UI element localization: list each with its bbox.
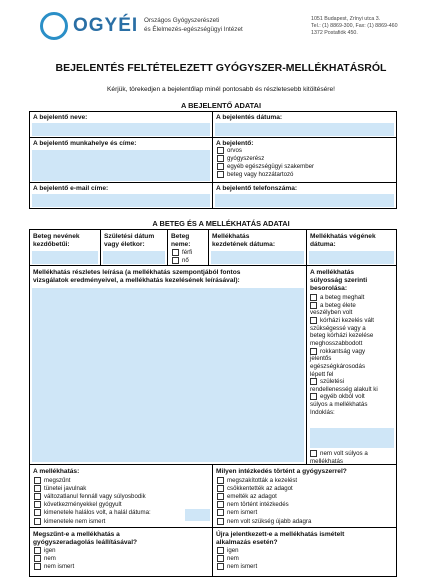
option-label: nem volt szükség újabb adagra [227,518,312,526]
workplace-box [29,137,213,183]
option-label: változatlanul fennáll vagy súlyosbodik [44,493,146,501]
option-label: egyéb egészségügyi szakember [227,163,315,171]
reporter-email-field[interactable] [32,194,210,207]
option-label: veszélyben volt [310,309,353,317]
option-label: rendellenesség alakult ki [310,385,378,393]
severity-hospital[interactable] [310,317,398,348]
sex-box [167,229,209,266]
checkbox[interactable] [34,563,41,570]
checkbox[interactable] [310,317,317,324]
option-label: egyéb okból volt [320,393,365,401]
severity-label [310,269,367,293]
checkbox[interactable] [310,302,317,309]
checkbox[interactable] [217,493,224,500]
option-label: lépett fel [310,370,334,378]
checkbox[interactable] [34,555,41,562]
reporter-role-label: A bejelentő: [216,140,254,147]
checkbox[interactable] [172,249,179,256]
checkbox[interactable] [217,163,224,170]
checkbox[interactable] [34,518,41,525]
initials-label-2: kezdőbetűi: [33,241,70,248]
option-label: orvos [227,147,242,155]
checkbox[interactable] [310,378,317,385]
option-label: születési [320,378,345,386]
severity-box [306,265,397,465]
role-option-patient[interactable] [217,171,293,180]
initials-label-1: Beteg nevének [33,233,80,240]
reporter-name-box [29,111,213,138]
option-label: súlyos a mellékhatás [310,401,368,409]
reporter-email-label: A bejelentő e-mail címe: [33,185,109,192]
checkbox[interactable] [217,155,224,162]
option-label: megszűnt [44,477,71,485]
report-date-label: A bejelentés dátuma: [216,114,283,121]
option-label: tünetei javulnak [44,485,87,493]
address-line-1: 1051 Budapest, Zrínyi utca 3. [311,16,381,22]
birth-field[interactable] [103,251,165,264]
initials-field[interactable] [32,251,98,264]
patient-heading: A BETEG ÉS A MELLÉKHATÁS ADATAI [152,219,290,228]
checkbox[interactable] [34,477,41,484]
description-label [33,269,240,285]
rechallenge-label-2: alkalmazás esetén? [216,539,278,546]
option-label: nem ismert [227,563,258,571]
option-label: jelentős [310,355,332,363]
checkbox[interactable] [217,509,224,516]
sex-label [171,233,190,249]
dechallenge-option-unknown[interactable] [34,563,74,572]
option-label: emelték az adagot [227,493,277,501]
option-label: a beteg meghalt [320,294,365,302]
birth-label-2: vagy életkor: [104,241,145,248]
org-line-2: és Élelmezés-egészségügyi Intézet [144,25,243,33]
checkbox[interactable] [217,563,224,570]
start-date-label-1: Mellékhatás [212,233,250,240]
checkbox[interactable] [310,393,317,400]
option-label: gyógyszerész [227,155,265,163]
outcome-box [29,464,213,528]
option-label: nem ismert [44,563,75,571]
reporter-name-field[interactable] [32,123,210,136]
reporter-heading: A BEJELENTŐ ADATAI [180,101,262,110]
report-date-box [212,111,397,138]
end-date-label-2: dátuma: [310,241,336,248]
logo-text: OGYÉI [73,15,139,36]
measure-option-not-needed[interactable] [217,518,311,527]
severity-birth-defect[interactable] [310,378,398,393]
option-label: nem [44,555,56,563]
org-name [144,17,243,34]
severity-options [310,294,398,416]
sex-label-1: Beteg [171,233,190,240]
rechallenge-box [212,527,397,577]
birth-box [100,229,168,266]
severity-reason-field[interactable] [310,428,394,448]
reporter-email-box [29,182,213,209]
checkbox[interactable] [217,147,224,154]
birth-label [104,233,154,249]
checkbox[interactable] [217,501,224,508]
severity-life-threat[interactable] [310,302,398,317]
option-label: szükségessé vagy a [310,324,366,332]
birth-label-1: Születési dátum [104,233,155,240]
description-label-2: vizsgálatok eredményeivel, a mellékhatás kezelésének leírásával): [33,277,240,284]
option-label: igen [44,547,56,555]
checkbox[interactable] [34,509,41,516]
checkbox[interactable] [34,501,41,508]
measures-label: Milyen intézkedés történt a gyógyszerrel? [216,468,347,475]
logo-circle-icon [40,12,68,40]
option-label: nem [227,555,239,563]
checkbox[interactable] [217,171,224,178]
option-label: nem ismert [227,509,258,517]
checkbox[interactable] [217,547,224,554]
workplace-field[interactable] [32,150,210,181]
description-field[interactable] [32,288,304,462]
end-date-field[interactable] [309,251,394,264]
outcome-label: A mellékhatás: [33,468,80,475]
checkbox[interactable] [172,257,179,264]
checkbox[interactable] [217,477,224,484]
checkbox[interactable] [217,485,224,492]
severity-label-3: besorolása: [310,285,348,292]
start-date-label-2: kezdetének dátuma: [212,241,276,248]
checkbox[interactable] [34,485,41,492]
option-label: Indoklás: [310,408,335,416]
address-line-3: 1372 Postafiók 450. [311,30,358,36]
reporter-name-label: A bejelentő neve: [33,114,88,121]
option-label: egészségkárosodás [310,362,366,370]
page-title: BEJELENTÉS FELTÉTELEZETT GYÓGYSZER-MELLÉKHATÁSRÓL [55,62,387,74]
end-date-label-1: Mellékhatás végének [310,233,376,240]
option-label: nő [182,257,189,265]
severity-disability[interactable] [310,348,398,379]
start-date-label [212,233,275,249]
option-label: férfi [182,249,193,257]
end-date-label [310,233,376,249]
option-label: megszakították a kezelést [227,477,298,485]
end-date-box [306,229,397,266]
sex-label-2: neme: [171,241,191,248]
checkbox[interactable] [310,348,317,355]
org-line-1: Országos Gyógyszerészeti [144,17,220,24]
option-label: következményekkel gyógyult [44,501,122,509]
death-date-field[interactable] [185,509,210,521]
start-date-box [208,229,307,266]
dechallenge-box [29,527,213,577]
start-date-field[interactable] [211,251,304,264]
page-subtitle: Kérjük, törekedjen a bejelentőlap minél pontosabb és részletesebb kitöltésére! [107,86,335,93]
severity-label-2: súlyosság szerinti [310,277,368,284]
option-label: kimenetele nem ismert [44,518,106,526]
checkbox[interactable] [34,547,41,554]
option-label: kórházi kezelés vált [320,317,374,325]
address-line-2: Tel.: (1) 8869-300, Fax: (1) 8869-460 [311,23,398,29]
reporter-role-box [212,137,397,183]
checkbox[interactable] [310,294,317,301]
checkbox[interactable] [217,555,224,562]
option-label: beteg vagy hozzátartozó [227,171,294,179]
option-label: beteg kórházi kezelése [310,332,374,340]
reporter-phone-label: A bejelentő telefonszáma: [216,185,298,192]
outcome-option-fatal[interactable] [34,509,151,518]
dechallenge-label-2: gyógyszeradagolás leállításával? [33,539,138,546]
initials-label [33,233,80,249]
measures-box [212,464,397,528]
dechallenge-label-1: Megszűnt-e a mellékhatás a [33,531,120,538]
checkbox[interactable] [217,518,224,525]
option-label: rokkantság vagy [320,347,366,355]
option-label: nem történt intézkedés [227,501,289,509]
option-label: nem volt súlyos a [320,450,368,458]
reporter-phone-field[interactable] [215,194,394,207]
severity-death[interactable] [310,294,398,302]
reporter-phone-box [212,182,397,209]
checkbox[interactable] [34,493,41,500]
description-label-1: Mellékhatás részletes leírása (a mellékhatás szempontjából fontos [33,269,241,276]
severity-other[interactable] [310,393,398,416]
option-label: csökkentették az adagot [227,485,293,493]
dechallenge-label [33,531,137,547]
outcome-option-unknown[interactable] [34,518,105,527]
option-label: mellékhatás [310,457,344,465]
workplace-label: A bejelentő munkahelye és címe: [33,140,137,147]
option-label: igen [227,547,239,555]
rechallenge-label-1: Újra jelentkezett-e a mellékhatás ismételt [216,531,345,538]
option-label: kimenetele halálos volt, a halál dátuma: [44,509,151,517]
initials-box [29,229,101,266]
checkbox[interactable] [310,450,317,457]
address-block [311,16,398,37]
description-box [29,265,307,465]
option-label: meghosszabbodott [310,339,363,347]
measure-option-unknown[interactable] [217,509,257,518]
severity-label-1: A mellékhatás [310,269,355,276]
report-date-field[interactable] [215,123,394,136]
rechallenge-option-unknown[interactable] [217,563,257,572]
rechallenge-label [216,531,344,547]
option-label: a beteg élete [320,301,356,309]
